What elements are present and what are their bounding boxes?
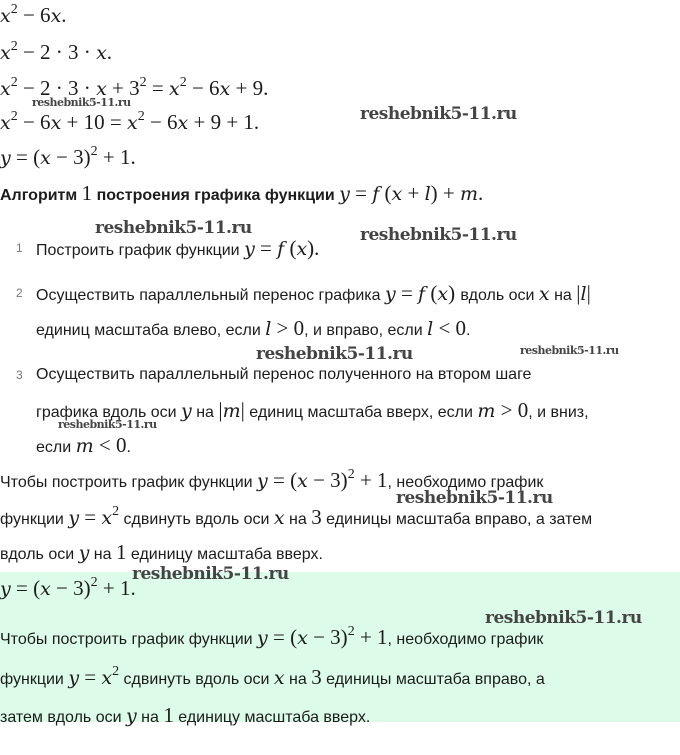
- text-segment: единиц масштаба вверх, если: [244, 404, 478, 421]
- text-line: [36, 316, 470, 343]
- watermark: reshebnik5-11.ru: [95, 218, 252, 238]
- math-segment: m: [460, 183, 479, 205]
- math-segment: x: [538, 283, 550, 305]
- text-segment: на: [549, 287, 577, 304]
- text-line: [0, 40, 112, 68]
- text-segment: затем вдоль оси: [0, 709, 126, 726]
- math-segment: + 1: [354, 625, 388, 649]
- math-segment: (: [425, 281, 438, 305]
- text-segment: единицы масштаба вправо, а затем: [321, 511, 593, 528]
- math-segment: ) +: [430, 181, 460, 205]
- math-segment: x: [96, 42, 107, 64]
- math-segment: y: [125, 705, 137, 727]
- text-segment: сдвинуть вдоль оси: [119, 511, 274, 528]
- math-segment: 3: [311, 665, 322, 689]
- math-segment: y: [244, 238, 255, 260]
- math-segment: 2: [112, 504, 120, 519]
- text-segment: Алгоритм: [0, 187, 82, 204]
- text-segment: Чтобы построить график функции: [0, 631, 258, 648]
- text-segment: графика вдоль оси: [36, 404, 182, 421]
- text-segment: вдоль оси: [460, 287, 539, 304]
- math-segment: 2: [90, 575, 98, 590]
- math-segment: < 0: [433, 316, 467, 340]
- math-segment: 2: [10, 39, 18, 54]
- text-segment: единицу масштаба вверх.: [126, 546, 323, 563]
- math-segment: 2: [10, 75, 18, 90]
- text-segment: функции: [0, 671, 69, 688]
- math-segment: − 3): [307, 468, 348, 492]
- text-segment: сдвинуть вдоль оси: [119, 671, 274, 688]
- math-segment: +: [402, 181, 425, 205]
- math-segment: x: [40, 147, 51, 169]
- math-segment: = (: [10, 145, 41, 169]
- text-segment: Осуществить параллельный перенос графика: [36, 287, 385, 304]
- math-segment: (: [379, 181, 392, 205]
- text-line: [36, 433, 131, 460]
- math-segment: 1: [81, 181, 93, 205]
- math-segment: f: [277, 238, 285, 260]
- text-segment: Чтобы построить график функции: [0, 474, 258, 491]
- math-segment: x: [296, 238, 308, 260]
- text-segment: на: [284, 511, 312, 528]
- text-line: [0, 540, 323, 567]
- list-number: 1: [16, 241, 23, 255]
- text-line: [0, 703, 370, 730]
- math-segment: f: [418, 283, 426, 305]
- math-segment: 2: [112, 664, 120, 679]
- math-segment: |: [586, 281, 591, 305]
- text-segment: единицу масштаба вверх.: [173, 709, 371, 726]
- math-segment: x: [96, 78, 107, 100]
- text-segment: на: [284, 671, 312, 688]
- watermark: reshebnik5-11.ru: [256, 344, 413, 364]
- math-segment: |: [240, 398, 245, 422]
- math-segment: y: [78, 542, 90, 564]
- math-segment: m: [477, 400, 496, 422]
- text-segment: Осуществить параллельный перенос полученного на втором шаге: [36, 366, 532, 383]
- math-segment: 2: [10, 109, 18, 124]
- text-segment: , и вправо, если: [304, 322, 428, 339]
- math-segment: =: [349, 181, 373, 205]
- text-segment: , необходимо график: [387, 474, 544, 491]
- math-segment: 2: [179, 75, 187, 90]
- math-segment: y: [339, 183, 350, 205]
- math-segment: l: [424, 183, 431, 205]
- math-segment: x: [177, 112, 189, 134]
- math-segment: x: [101, 507, 113, 529]
- math-segment: − 2 · 3 ·: [17, 40, 97, 64]
- math-segment: x: [50, 5, 62, 27]
- text-line: [0, 576, 136, 604]
- math-segment: − 2 · 3 ·: [17, 76, 97, 100]
- math-segment: + 3: [106, 76, 140, 100]
- math-segment: f: [372, 183, 380, 205]
- math-segment: − 6: [17, 110, 51, 134]
- text-segment: , необходимо график: [387, 631, 544, 648]
- text-line: [0, 625, 543, 653]
- math-segment: 2: [137, 109, 145, 124]
- math-segment: l: [580, 283, 587, 305]
- math-segment: − 6: [17, 3, 51, 27]
- math-segment: y: [68, 507, 80, 529]
- math-segment: 3: [311, 505, 322, 529]
- math-segment: x: [0, 112, 11, 134]
- text-segment: если: [36, 439, 76, 456]
- math-segment: x: [0, 5, 11, 27]
- math-segment: y: [68, 667, 80, 689]
- math-segment: + 9 + 1.: [188, 110, 260, 134]
- math-segment: x: [297, 627, 308, 649]
- text-segment: функции: [0, 511, 69, 528]
- text-segment: на: [89, 546, 116, 563]
- text-segment: .: [126, 439, 131, 456]
- math-segment: x: [50, 112, 62, 134]
- math-segment: = (: [10, 576, 41, 600]
- text-segment: , и вниз,: [528, 404, 589, 421]
- text-segment: построения графика функции: [92, 187, 340, 204]
- math-segment: 2: [347, 624, 355, 639]
- math-segment: .: [478, 181, 484, 205]
- math-segment: 2: [139, 75, 147, 90]
- math-segment: .: [61, 3, 67, 27]
- text-line: [36, 363, 531, 387]
- math-segment: − 6: [144, 110, 178, 134]
- math-segment: x: [168, 78, 180, 100]
- list-number: 2: [16, 286, 23, 300]
- math-segment: x: [391, 183, 403, 205]
- math-segment: > 0: [495, 398, 529, 422]
- math-segment: y: [384, 283, 396, 305]
- math-segment: x: [273, 667, 285, 689]
- math-segment: + 9.: [230, 76, 269, 100]
- text-segment: на: [136, 709, 164, 726]
- math-segment: < 0: [93, 433, 127, 457]
- text-line: [36, 236, 319, 263]
- math-segment: = (: [267, 625, 298, 649]
- math-segment: − 6: [186, 76, 220, 100]
- math-segment: l: [427, 318, 434, 340]
- math-segment: x: [219, 78, 231, 100]
- math-segment: x: [0, 78, 11, 100]
- math-segment: x: [437, 283, 449, 305]
- math-segment: y: [257, 627, 268, 649]
- math-segment: − 3): [307, 625, 348, 649]
- math-segment: l: [265, 318, 272, 340]
- watermark: reshebnik5-11.ru: [520, 344, 619, 357]
- math-segment: |: [576, 281, 581, 305]
- text-line: [0, 3, 67, 31]
- watermark: reshebnik5-11.ru: [360, 225, 517, 245]
- text-line: [0, 665, 545, 693]
- math-segment: =: [79, 665, 102, 689]
- math-segment: y: [0, 578, 11, 600]
- math-segment: + 1: [354, 468, 388, 492]
- math-segment: x: [101, 667, 113, 689]
- text-segment: единиц масштаба влево, если: [36, 322, 266, 339]
- math-segment: + 1.: [97, 145, 136, 169]
- math-segment: ): [448, 281, 461, 305]
- math-segment: − 3): [50, 145, 91, 169]
- math-segment: x: [297, 470, 308, 492]
- math-segment: x: [273, 507, 285, 529]
- watermark: reshebnik5-11.ru: [396, 488, 553, 508]
- math-segment: = (: [267, 468, 298, 492]
- math-segment: y: [181, 400, 192, 422]
- math-segment: 1: [163, 703, 174, 727]
- math-segment: > 0: [271, 316, 305, 340]
- math-segment: 2: [90, 144, 98, 159]
- watermark: reshebnik5-11.ru: [485, 608, 642, 628]
- math-segment: ).: [307, 236, 320, 260]
- math-segment: 2: [347, 467, 355, 482]
- math-segment: − 3): [50, 576, 91, 600]
- math-segment: + 10 =: [61, 110, 127, 134]
- math-segment: =: [254, 236, 278, 260]
- algorithm-heading: [0, 181, 483, 208]
- math-segment: + 1.: [97, 576, 136, 600]
- watermark: reshebnik5-11.ru: [360, 104, 517, 124]
- math-segment: y: [257, 470, 268, 492]
- math-segment: x: [126, 112, 138, 134]
- text-line: [0, 110, 259, 138]
- text-line: [0, 145, 136, 173]
- list-number: 3: [16, 368, 23, 382]
- text-segment: единицы масштаба вправо, а: [321, 671, 545, 688]
- math-segment: y: [0, 147, 11, 169]
- math-segment: 1: [115, 540, 127, 564]
- math-segment: .: [106, 40, 113, 64]
- watermark: reshebnik5-11.ru: [32, 96, 131, 109]
- math-segment: (: [284, 236, 297, 260]
- math-segment: =: [146, 76, 169, 100]
- watermark: reshebnik5-11.ru: [132, 564, 289, 584]
- text-line: [36, 281, 591, 308]
- math-segment: x: [0, 42, 11, 64]
- text-segment: Построить график функции: [36, 242, 245, 259]
- watermark: reshebnik5-11.ru: [58, 418, 157, 431]
- math-segment: =: [395, 281, 419, 305]
- text-segment: вдоль оси: [0, 546, 79, 563]
- text-segment: .: [466, 322, 471, 339]
- math-segment: 2: [10, 2, 18, 17]
- math-segment: x: [40, 578, 51, 600]
- text-segment: на: [191, 404, 219, 421]
- math-segment: =: [79, 505, 102, 529]
- math-segment: m: [222, 400, 241, 422]
- math-segment: m: [75, 435, 94, 457]
- math-segment: |: [218, 398, 223, 422]
- text-line: [0, 505, 592, 533]
